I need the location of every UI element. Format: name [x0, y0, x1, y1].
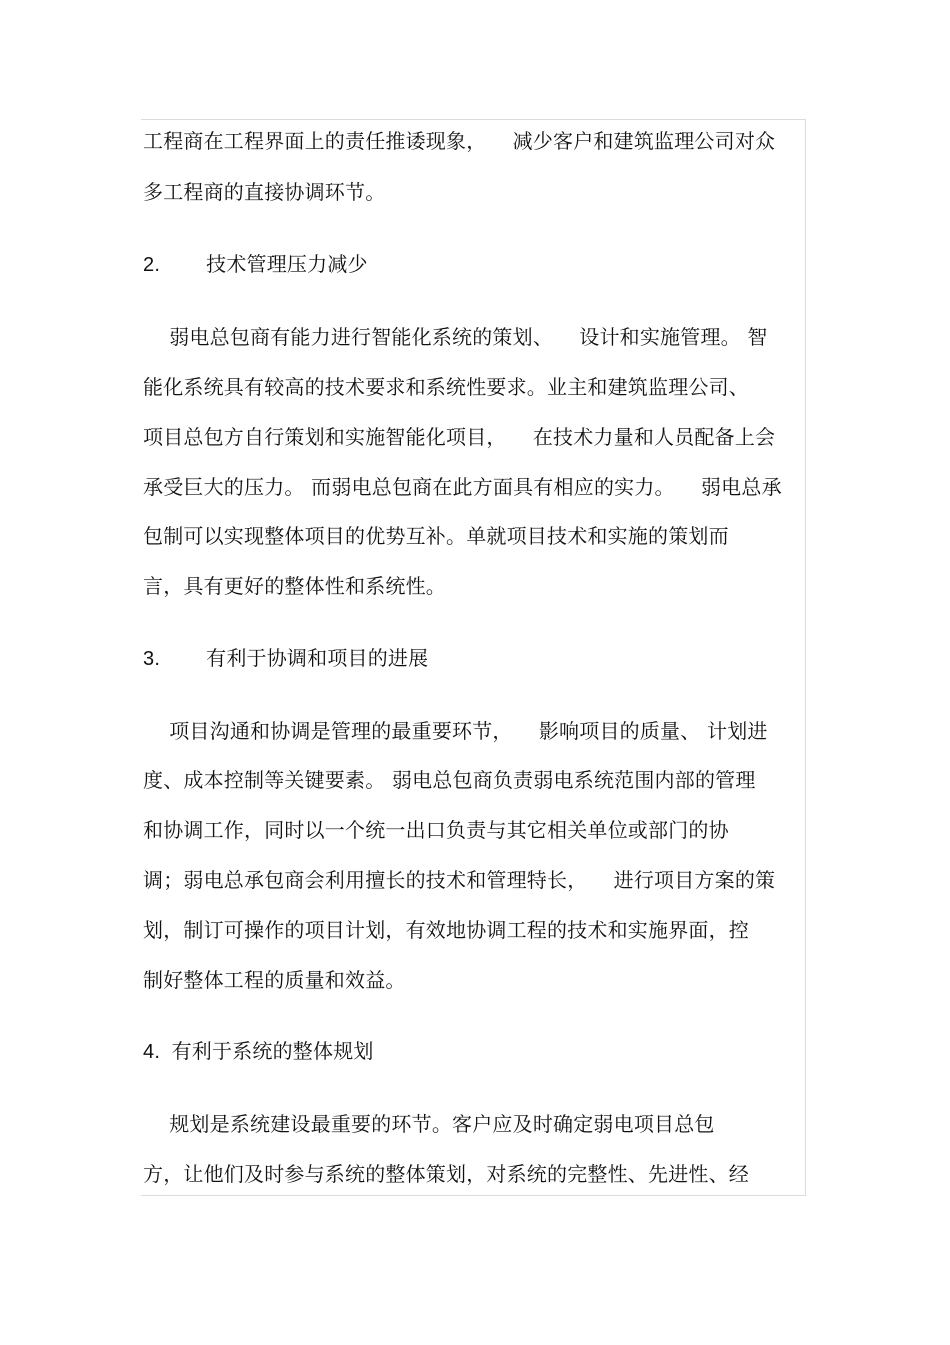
text-line: 制好整体工程的质量和效益。 [143, 968, 406, 992]
text-line: 承受巨大的压力。 而弱电总包商在此方面具有相应的实力。 弱电总承 [143, 475, 782, 499]
text-line: 言，具有更好的整体性和系统性。 [143, 574, 446, 598]
text-line: 弱电总包商有能力进行智能化系统的策划、 设计和实施管理。 智 [143, 325, 768, 349]
text-line: 和协调工作，同时以一个统一出口负责与其它相关单位或部门的协 [143, 818, 729, 842]
section-heading: 3. 有利于协调和项目的进展 [143, 648, 429, 670]
text-line: 包制可以实现整体项目的优势互补。单就项目技术和实施的策划而 [143, 524, 729, 548]
text-line: 方，让他们及时参与系统的整体策划，对系统的完整性、先进性、经 [143, 1162, 749, 1186]
text-line: 项目沟通和协调是管理的最重要环节， 影响项目的质量、 计划进 [143, 719, 768, 743]
text-line: 划，制订可操作的项目计划，有效地协调工程的技术和实施界面，控 [143, 918, 749, 942]
text-line: 规划是系统建设最重要的环节。客户应及时确定弱电项目总包 [143, 1112, 715, 1136]
text-line: 多工程商的直接协调环节。 [143, 180, 386, 204]
text-line: 度、成本控制等关键要素。 弱电总包商负责弱电系统范围内部的管理 [143, 768, 756, 792]
section-heading: 2. 技术管理压力减少 [143, 254, 368, 276]
text-line: 调；弱电总承包商会利用擅长的技术和管理特长， 进行项目方案的策 [143, 868, 776, 892]
text-line: 工程商在工程界面上的责任推诿现象， 减少客户和建筑监理公司对众 [143, 129, 776, 153]
section-heading: 4. 有利于系统的整体规划 [143, 1041, 374, 1063]
text-line: 能化系统具有较高的技术要求和系统性要求。业主和建筑监理公司、 [143, 375, 749, 399]
text-line: 项目总包方自行策划和实施智能化项目， 在技术力量和人员配备上会 [143, 425, 776, 449]
